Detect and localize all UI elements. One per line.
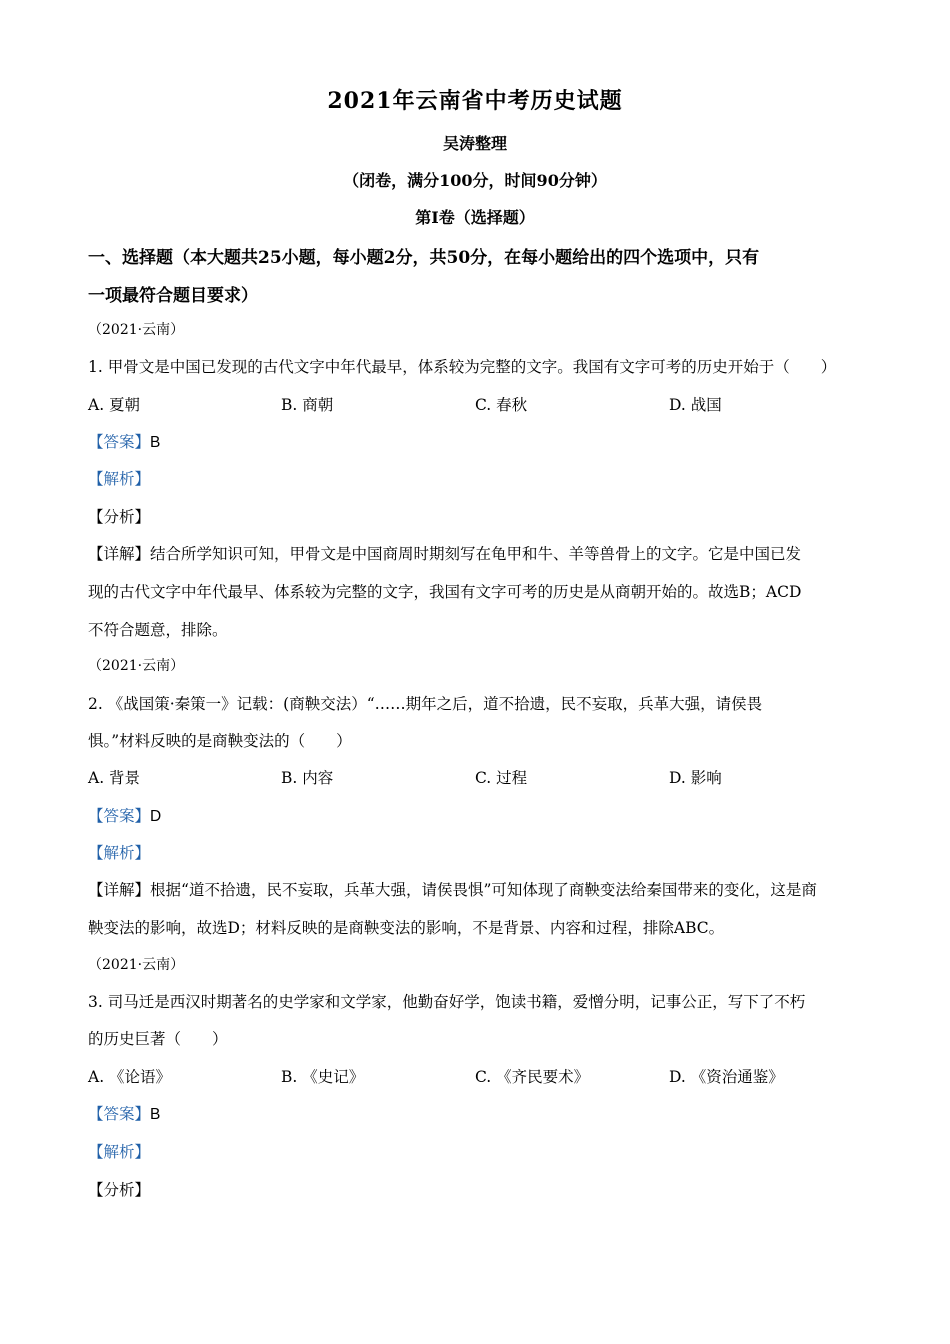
question-2-option-d: D. 影响	[669, 769, 722, 787]
question-1-option-b: B. 商朝	[281, 396, 334, 414]
question-2-option-b: B. 内容	[281, 769, 334, 787]
question-1-detail-line-3: 不符合题意，排除。	[88, 621, 228, 639]
answer-label: 【答案】	[88, 807, 151, 825]
answer-value: D	[150, 808, 162, 825]
answer-label: 【答案】	[88, 433, 151, 451]
fenxi-label: 【分析】	[88, 508, 151, 526]
question-1-detail-line-2: 现的古代文字中年代最早、体系较为完整的文字，我国有文字可考的历史是从商朝开始的。故选B；ACD	[88, 583, 802, 601]
fenxi-label: 【分析】	[88, 1181, 151, 1199]
answer-label: 【答案】	[88, 1105, 151, 1123]
question-3-option-c: C. 《齐民要术》	[475, 1068, 590, 1086]
question-1-answer	[88, 430, 868, 452]
question-3-option-a: A. 《论语》	[88, 1068, 172, 1086]
analysis-label: 【解析】	[88, 844, 151, 862]
question-3-stem-line-2: 的历史巨著（ ）	[88, 1030, 228, 1048]
question-1-option-a: A. 夏朝	[88, 396, 141, 414]
author-line: 吴涛整理	[442, 134, 507, 153]
analysis-label: 【解析】	[88, 1143, 151, 1161]
question-3-stem-line-1: 3. 司马迁是西汉时期著名的史学家和文学家，他勤奋好学，饱读书籍，爱憎分明，记事公正，写下了不朽	[88, 993, 806, 1011]
question-3-answer	[88, 1102, 868, 1124]
question-2-detail-line-2: 鞅变法的影响，故选D；材料反映的是商鞅变法的影响，不是背景、内容和过程，排除ABC。	[88, 919, 725, 937]
section-heading-line-1: 一、选择题（本大题共25小题，每小题2分，共50分，在每小题给出的四个选项中，只有	[88, 248, 760, 268]
detail-label: 【详解】	[88, 545, 151, 563]
volume-heading: 第Ⅰ卷（选择题）	[415, 208, 535, 227]
question-1-option-d: D. 战国	[669, 396, 722, 414]
question-3-option-b: B. 《史记》	[281, 1068, 365, 1086]
question-1-stem: 1. 甲骨文是中国已发现的古代文字中年代最早，体系较为完整的文字。我国有文字可考的历史开始于（ ）	[88, 358, 837, 376]
page-title: 2021年云南省中考历史试题	[327, 88, 623, 114]
question-1-option-c: C. 春秋	[475, 396, 528, 414]
answer-value: B	[150, 434, 161, 451]
question-2-source: （2021·云南）	[88, 658, 185, 674]
question-3-option-d: D. 《资治通鉴》	[669, 1068, 784, 1086]
question-2-stem-line-1: 2. 《战国策·秦策一》记载：(商鞅交法）“……期年之后，道不拾遗，民不妄取，兵革大强，请侯畏	[88, 695, 763, 713]
question-2-answer	[88, 804, 868, 826]
exam-info: （闭卷，满分100分，时间90分钟）	[343, 171, 607, 190]
question-2-stem-line-2: 惧。”材料反映的是商鞅变法的（ ）	[88, 732, 352, 750]
question-3-source: （2021·云南）	[88, 957, 185, 973]
question-1-source: （2021·云南）	[88, 322, 185, 338]
answer-value: B	[150, 1106, 161, 1123]
detail-label: 【详解】	[88, 881, 151, 899]
question-2-detail-line-1: 【详解】根据“道不拾遗，民不妄取，兵革大强，请侯畏惧”可知体现了商鞅变法给秦国带来的变化，这是商	[88, 881, 817, 899]
question-2-option-a: A. 背景	[88, 769, 141, 787]
section-heading-line-2: 一项最符合题目要求）	[88, 286, 258, 306]
question-1-detail-line-1: 【详解】结合所学知识可知，甲骨文是中国商周时期刻写在龟甲和牛、羊等兽骨上的文字。它是中国已发	[88, 545, 802, 563]
question-2-option-c: C. 过程	[475, 769, 528, 787]
analysis-label: 【解析】	[88, 470, 151, 488]
